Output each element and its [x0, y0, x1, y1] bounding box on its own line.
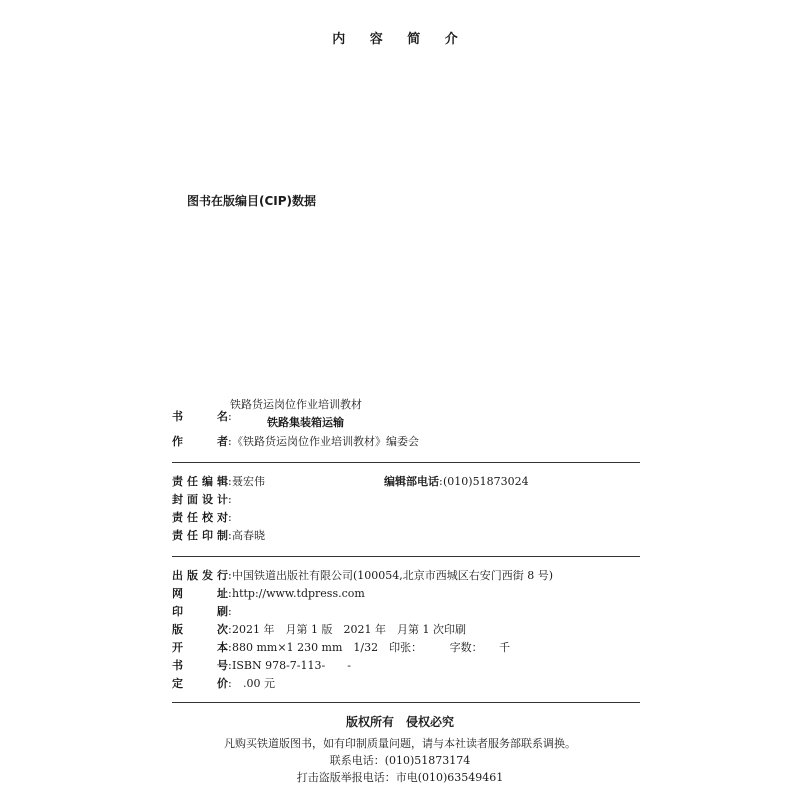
divider-1	[172, 462, 640, 463]
isbn-value: ISBN 978-7-113- -	[232, 659, 351, 672]
author-label: 作 者	[172, 435, 228, 448]
page-heading: 内 容 简 介	[332, 32, 468, 47]
editor-label: 责任编辑	[172, 475, 228, 488]
proofreader-row: 责任校对:	[172, 511, 232, 524]
print-supervisor-row: 责任印制:高春晓	[172, 529, 265, 542]
format-label: 开 本	[172, 641, 228, 654]
author-value: 《铁路货运岗位作业培训教材》编委会	[232, 435, 419, 448]
printer-row: 印 刷:	[172, 605, 232, 618]
phone-value: (010)51873024	[443, 475, 529, 488]
anti-piracy-phone: 打击盗版举报电话：市电(010)63549461	[296, 771, 504, 784]
cover-design-row: 封面设计:	[172, 493, 232, 506]
edition-row: 版 次:2021 年 月第 1 版 2021 年 月第 1 次印刷	[172, 623, 466, 636]
url-value: http://www.tdpress.com	[232, 587, 365, 600]
printer-label: 印 刷	[172, 605, 228, 618]
isbn-label: 书 号	[172, 659, 228, 672]
rights-reserved: 版权所有 侵权必究	[345, 715, 454, 729]
contact-phone: 联系电话：(010)51873174	[329, 754, 471, 767]
price-row: 定 价: .00 元	[172, 677, 275, 690]
book-name-label: 书 名	[172, 410, 228, 423]
editor-value: 聂宏伟	[232, 475, 265, 488]
isbn-row: 书 号:ISBN 978-7-113- -	[172, 659, 351, 672]
edition-label: 版 次	[172, 623, 228, 636]
cip-title: 图书在版编目(CIP)数据	[187, 194, 317, 208]
phone-row: 编辑部电话:(010)51873024	[384, 475, 529, 488]
editor-row: 责任编辑:聂宏伟	[172, 475, 265, 488]
author-row: 作 者:《铁路货运岗位作业培训教材》编委会	[172, 435, 419, 448]
book-name-line2-text: 铁路集装箱运输	[267, 416, 344, 429]
price-value: .00 元	[232, 677, 275, 690]
print-supervisor-value: 高春晓	[232, 529, 265, 542]
divider-2	[172, 556, 640, 557]
format-row: 开 本:880 mm×1 230 mm 1/32 印张： 字数： 千	[172, 641, 511, 654]
cover-design-label: 封面设计	[172, 493, 228, 506]
book-name-row: 书 名:	[172, 410, 232, 423]
url-row: 网 址:http://www.tdpress.com	[172, 587, 365, 600]
publisher-label: 出版发行	[172, 569, 228, 582]
publisher-value: 中国铁道出版社有限公司(100054,北京市西城区右安门西街 8 号)	[232, 569, 554, 582]
quality-notice: 凡购买铁道版图书，如有印制质量问题，请与本社读者服务部联系调换。	[224, 737, 576, 750]
edition-value: 2021 年 月第 1 版 2021 年 月第 1 次印刷	[232, 623, 466, 636]
book-name-line2	[267, 416, 344, 430]
divider-3	[172, 702, 640, 703]
print-supervisor-label: 责任印制	[172, 529, 228, 542]
book-name-line1	[230, 398, 362, 412]
price-label: 定 价	[172, 677, 228, 690]
format-value: 880 mm×1 230 mm 1/32 印张： 字数： 千	[232, 641, 511, 654]
phone-label: 编辑部电话	[384, 475, 439, 488]
book-name-line1-text: 铁路货运岗位作业培训教材	[230, 398, 362, 411]
url-label: 网 址	[172, 587, 228, 600]
proofreader-label: 责任校对	[172, 511, 228, 524]
publisher-row: 出版发行:中国铁道出版社有限公司(100054,北京市西城区右安门西街 8 号)	[172, 569, 554, 582]
